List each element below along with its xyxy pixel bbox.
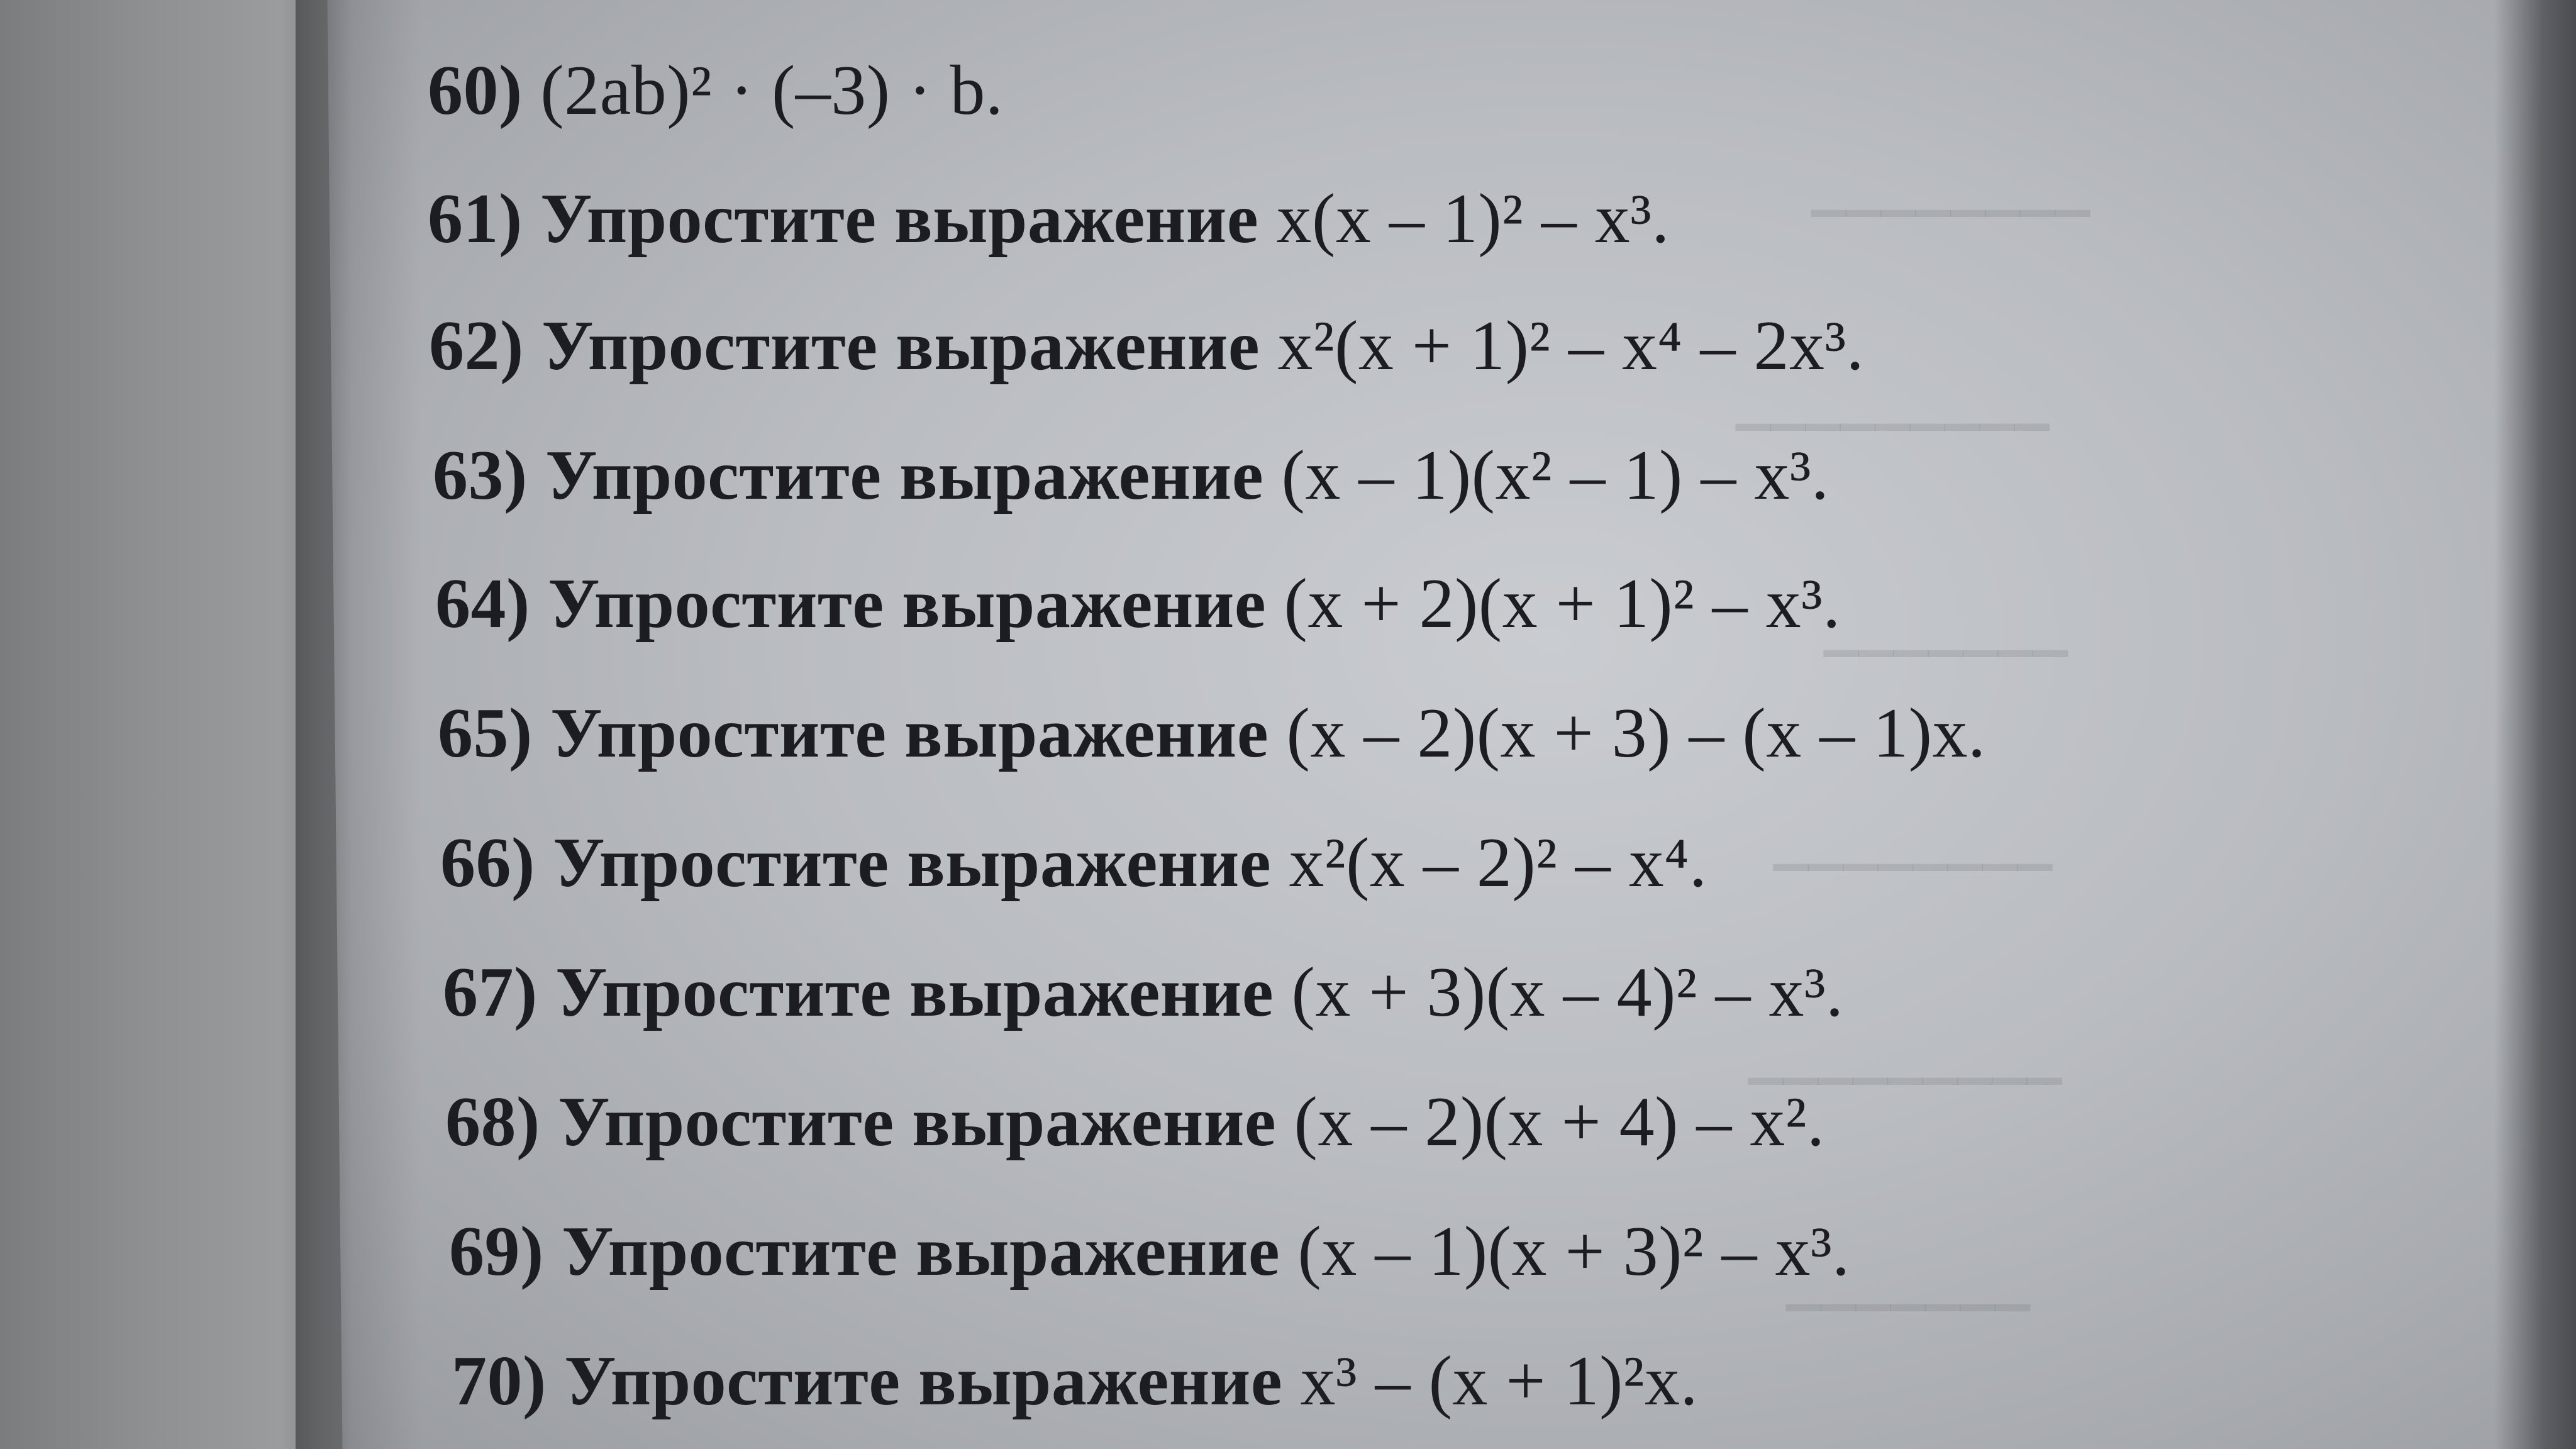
problem-62	[429, 307, 1865, 385]
problem-expression: (2ab)² · (–3) · b.	[540, 52, 1004, 130]
problem-68	[445, 1083, 1825, 1161]
problem-label: Упростите выражение	[555, 953, 1274, 1031]
problem-number: 63)	[433, 436, 528, 514]
problem-label: Упростите выражение	[553, 824, 1272, 902]
problem-number: 66)	[440, 824, 535, 902]
problem-61	[428, 180, 1670, 258]
problem-number: 61)	[428, 180, 523, 258]
problem-expression: x²(x + 1)² – x⁴ – 2x³.	[1277, 307, 1865, 385]
problem-label: Упростите выражение	[550, 694, 1269, 772]
problem-number: 62)	[429, 307, 524, 385]
problem-60	[428, 52, 1004, 130]
problem-70	[452, 1342, 1698, 1420]
problem-expression: (x – 2)(x + 3) – (x – 1)x.	[1286, 694, 1986, 772]
problem-label: Упростите выражение	[548, 565, 1267, 643]
bleed-through-mark: ▁▁▁▁▁▁▁	[1786, 1260, 2030, 1310]
problem-66	[440, 824, 1707, 902]
problem-expression: (x – 2)(x + 4) – x².	[1294, 1083, 1825, 1161]
problem-label: Упростите выражение	[562, 1213, 1280, 1291]
problem-label: Упростите выражение	[564, 1342, 1283, 1420]
bleed-through-mark: ▁▁▁▁▁▁▁▁▁	[1748, 1033, 2062, 1084]
problem-label: Упростите выражение	[558, 1083, 1277, 1161]
bleed-through-mark: ▁▁▁▁▁▁▁▁▁	[1736, 379, 2050, 430]
problem-expression: x³ – (x + 1)²x.	[1300, 1342, 1698, 1420]
problem-64	[435, 565, 1841, 643]
problem-expression: (x + 3)(x – 4)² – x³.	[1291, 953, 1844, 1031]
problem-label: Упростите выражение	[545, 436, 1264, 514]
problem-number: 69)	[449, 1213, 544, 1291]
bleed-through-mark: ▁▁▁▁▁▁▁▁	[1811, 165, 2090, 216]
problem-label: Упростите выражение	[540, 180, 1259, 258]
problem-65	[438, 694, 1986, 772]
problem-number: 68)	[445, 1083, 540, 1161]
problem-number: 64)	[435, 565, 530, 643]
problem-69	[449, 1213, 1850, 1291]
problem-expression: x²(x – 2)² – x⁴.	[1289, 824, 1707, 902]
problem-63	[433, 436, 1829, 514]
bleed-through-mark: ▁▁▁▁▁▁▁	[1824, 606, 2068, 656]
problem-expression: (x – 1)(x² – 1) – x³.	[1281, 436, 1829, 514]
problem-number: 65)	[438, 694, 533, 772]
problem-number: 70)	[452, 1342, 547, 1420]
problem-expression: (x – 1)(x + 3)² – x³.	[1297, 1213, 1850, 1291]
problem-expression: (x + 2)(x + 1)² – x³.	[1284, 565, 1841, 643]
problem-67	[443, 953, 1844, 1031]
bleed-through-mark: ▁▁▁▁▁▁▁▁	[1774, 819, 2052, 870]
problem-label: Упростите выражение	[541, 307, 1260, 385]
problem-expression: x(x – 1)² – x³.	[1276, 180, 1670, 258]
problem-number: 60)	[428, 52, 523, 130]
problem-number: 67)	[443, 953, 538, 1031]
